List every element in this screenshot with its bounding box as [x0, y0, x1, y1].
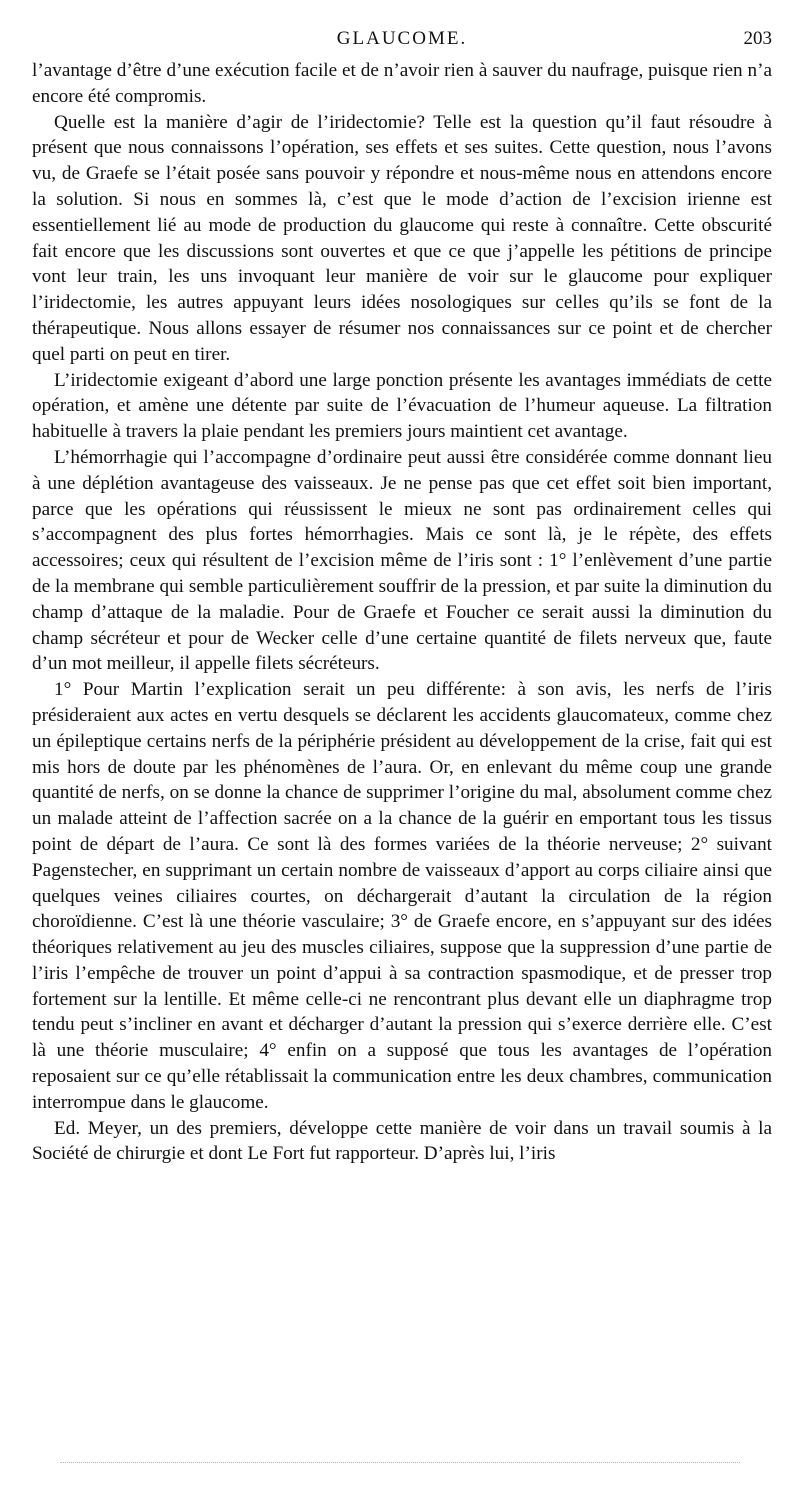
paragraph: l’avantage d’être d’une exécution facile et de n’avoir rien à sauver du naufrage, puisque rien n’a encore été compromis. [32, 60, 772, 107]
paragraph: L’iridectomie exigeant d’abord une large ponction présente les avantages immédiats de cette opération, et amène une détente par suite de l’évacuation de l’humeur aqueuse. La filtration habituelle à travers la plaie pendant les premiers jours maintient cet avantage. [32, 369, 772, 443]
page-number: 203 [743, 28, 772, 49]
running-header [32, 28, 772, 58]
paragraph: 1° Pour Martin l’explication serait un peu différente: à son avis, les nerfs de l’iris présideraient aux actes en vertu desquels se déclarent les accidents glaucomateux, comme chez un épileptique certains nerfs de la périphérie président au développement de la crise, fait qui est mis hors de doute par les phénomènes de l’aura. Or, en enlevant du même coup une grande quantité de nerfs, on se donne la chance de supprimer l’origine du mal, absolument comme chez un malade atteint de l’affection sacrée on a la chance de la guérir en emportant tous les tissus point de départ de l’aura. Ce sont là des formes variées de la théorie nerveuse; 2° suivant Pagenstecher, en supprimant un certain nombre de vaisseaux d’apport au corps ciliaire ainsi que quelques veines ciliaires courtes, on déchargerait d’autant la circulation de la région choroïdienne. C’est là une théorie vasculaire; 3° de Graefe encore, en s’appuyant sur des idées théoriques relativement au jeu des muscles ciliaires, suppose que la suppression d’une partie de l’iris l’empêche de trouver un point d’appui à sa contraction spasmodique, et de presser trop fortement sur la lentille. Et même celle-ci ne rencontrant plus devant elle un diaphragme trop tendu peut s’incliner en avant et décharger d’autant la pression qui s’exerce derrière elle. C’est là une théorie musculaire; 4° enfin on a supposé que tous les avantages de l’opération reposaient sur ce qu’elle rétablissait la communication entre les deux chambres, communication interrompue dans le glaucome. [32, 679, 772, 1113]
paragraph: Ed. Meyer, un des premiers, développe cette manière de voir dans un travail soumis à la Société de chirurgie et dont Le Fort fut rapporteur. D’après lui, l’iris [32, 1117, 772, 1165]
bottom-dotted-rule [60, 1462, 740, 1463]
body-text [32, 58, 772, 1167]
running-title: GLAUCOME. [336, 28, 468, 49]
paragraph: Quelle est la manière d’agir de l’iridectomie? Telle est la question qu’il faut résoudre à présent que nous connaissons l’opération, ses effets et ses suites. Cette question, nous l’avons vu, de Graefe se l’était posée sans pouvoir y répondre et nous-même nous en attendons encore la solution. Si nous en sommes là, c’est que le mode d’action de l’excision irienne est essentiellement lié au mode de production du glaucome qui reste à connaître. Cette obscurité fait encore que les discussions sont ouvertes et que ce que j’appelle les pétitions de principe vont leur train, les uns invoquant leur manière de voir sur le glaucome pour expliquer l’iridectomie, les autres appuyant leurs idées nosologiques sur celles qu’ils se font de la thérapeutique. Nous allons essayer de résumer nos connaissances sur ce point et de chercher quel parti on peut en tirer. [32, 111, 772, 365]
book-page [32, 28, 772, 1167]
paragraph: L’hémorrhagie qui l’accompagne d’ordinaire peut aussi être considérée comme donnant lieu à une déplétion avantageuse des vaisseaux. Je ne pense pas que cet effet soit bien important, parce que les opérations qui réussissent le mieux ne sont pas ordinairement celles qui s’accompagnent des plus fortes hémorrhagies. Mais ce sont là, je le répète, des effets accessoires; ceux qui résultent de l’excision même de l’iris sont : 1° l’enlèvement d’une partie de la membrane qui semble particulièrement souffrir de la pression, et par suite la diminution du champ d’attaque de la maladie. Pour de Graefe et Foucher ce serait aussi la diminution du champ sécréteur et pour de Wecker celle d’une certaine quantité de filets nerveux que, faute d’un mot meilleur, il appelle filets sécréteurs. [32, 446, 772, 675]
